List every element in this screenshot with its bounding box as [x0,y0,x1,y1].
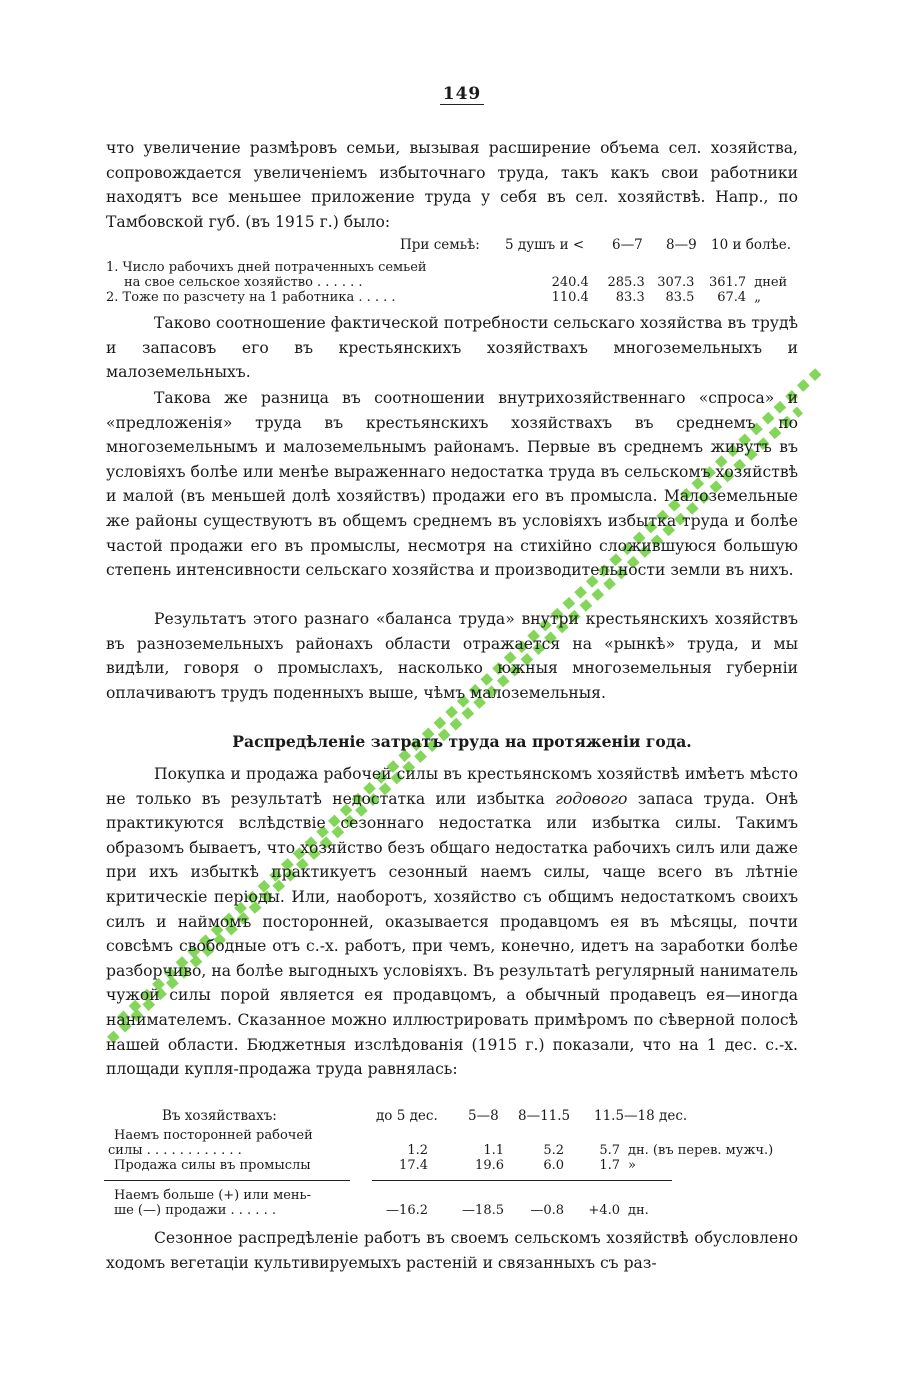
table-2-total [104,1188,804,1218]
table-row [102,275,802,290]
paragraph-5: Покупка и продажа рабочей силы въ крестьянскомъ хозяйствѣ имѣетъ мѣсто не только въ результатѣ недостатка или избытка годового запаса труда. Онѣ практикуются вслѣдствіе сезоннаго недостатка или избытка силы. Такимъ образомъ бываетъ, что хозяйство безъ общаго недостатка рабочихъ силъ или даже при ихъ избыткѣ практикуетъ сезонный наемъ силы, чаще всего въ лѣтніе критическіе періоды. Или, наоборотъ, хозяйство съ общимъ недостаткомъ своихъ силъ и наймомъ посторонней, оказывается продавцомъ ея въ мѣсяцы, почти совсѣмъ свободные отъ с.-х. работъ, при чемъ, конечно, идетъ на заработки болѣе разборчиво, на болѣе выгодныхъ условіяхъ. Въ результатѣ регулярный наниматель чужой силы порой является ея продавцомъ, а обычный продавецъ ея—иногда нанимателемъ. Сказанное можно иллюстрировать примѣромъ по сѣверной полосѣ нашей области. Бюджетныя изслѣдованія (1915 г.) показали, что на 1 дес. с.-х. площади купля-продажа труда равнялась: [106,765,798,1079]
row-label: ше (—) продажи . . . . . . [114,1203,276,1218]
table-row [104,1158,804,1173]
table2-header-col: 5—8 [468,1108,499,1124]
table-cell: 6.0 [543,1158,564,1173]
table-row [104,1128,804,1143]
table-cell: 361.7 [708,275,747,290]
table-cell: 5.2 [543,1143,564,1158]
paragraph-3: Такова же разница въ соотношении внутрихозяйственнаго «спроса» и «предложенія» труда въ крестьянскихъ хозяйствахъ въ среднемъ по многоземельнымъ и малоземельнымъ районамъ. Первые въ среднемъ живутъ въ условіяхъ болѣе или менѣе выраженнаго недостатка труда въ сельскомъ хозяйствѣ и малой (въ меньшей долѣ хозяйствъ) продажи его въ промысла. Малоземельные же районы существуютъ въ общемъ среднемъ въ условіяхъ избытка труда и болѣе частой продажи его въ промыслы, несмотря на стихійно сложившуюся большую степень интенсивности сельскаго хозяйства и производительности земли въ нихъ. [106,389,798,580]
table-cell: 1.1 [483,1143,504,1158]
table-cell: 1.7 [599,1158,620,1173]
table-1 [102,260,802,305]
table-cell: 83.5 [665,290,695,305]
table-cell: 285.3 [607,275,645,290]
table-unit: дн. [628,1203,649,1218]
paragraph-2: Таково соотношение фактической потребности сельскаго хозяйства въ трудѣ и запасовъ его въ крестьянскихъ хозяйствахъ многоземельныхъ и малоземельныхъ. [106,314,798,382]
italic-word: годового [555,789,628,808]
table1-header-label: При семьѣ: [400,237,480,253]
table-row [102,290,802,305]
table-cell: 240.4 [551,275,589,290]
table-cell: 83.3 [615,290,645,305]
table1-header-col: 5 душъ и < [505,237,585,253]
row-label: 2. Тоже по разсчету на 1 работника . . . . . [106,290,396,305]
row-label: Продажа силы въ промыслы [114,1158,311,1173]
row-label: Наемъ больше (+) или мень- [114,1188,312,1203]
table-cell: 19.6 [475,1158,504,1173]
row-label: Наемъ посторонней рабочей [114,1128,313,1143]
paragraph-6: Сезонное распредѣленіе работъ въ своемъ сельскомъ хозяйствѣ обусловлено ходомъ вегетаціи культивируемыхъ растеній и связанныхъ съ раз- [106,1229,798,1272]
table-cell: —16.2 [386,1203,428,1218]
table-cell: 5.7 [599,1143,620,1158]
row-label: 1. Число рабочихъ дней потраченныхъ семьей [106,260,427,275]
table-unit: дн. (въ перев. мужч.) [628,1143,774,1158]
table2-header-col: до 5 дес. [376,1108,438,1124]
table-row [104,1188,804,1203]
table1-header-col: 8—9 [666,237,697,253]
table-cell: +4.0 [588,1203,620,1218]
paragraph-4: Результатъ этого разнаго «баланса труда» внутри крестьянскихъ хозяйствъ въ разноземельныхъ районахъ области отражается на «рынкѣ» труда, и мы видѣли, говоря о промыслахъ, насколько южныя многоземельныя губерніи оплачиваютъ трудъ поденныхъ выше, чѣмъ малоземельныя. [106,610,798,702]
table1-header-col: 6—7 [612,237,643,253]
section-heading: Распредѣленіе затратъ труда на протяженіи года. [232,732,692,751]
table-unit: » [628,1158,636,1173]
table-row [102,260,802,275]
table-row [104,1203,804,1218]
page-number: 149 [0,84,924,104]
table-cell: —0.8 [530,1203,564,1218]
table2-header-col: 8—11.5 [518,1108,571,1124]
row-label: на свое сельское хозяйство . . . . . . [124,275,363,290]
table2-rule-left [104,1180,350,1181]
paragraph-1: что увеличение размѣровъ семьи, вызывая расширение объема сел. хозяйства, сопровождается увеличеніемъ избыточнаго труда, такъ какъ свои работники находятъ все меньшее приложение труда у себя въ сел. хозяйствѣ. Напр., по Тамбовской губ. (въ 1915 г.) было: [106,139,798,231]
table-cell: —18.5 [462,1203,504,1218]
table-unit: „ [754,290,761,305]
table-cell: 307.3 [657,275,695,290]
table-cell: 1.2 [407,1143,428,1158]
table2-header-col: 11.5—18 дес. [594,1108,688,1124]
table-cell: 17.4 [399,1158,428,1173]
table-cell: 110.4 [551,290,589,305]
table-row [104,1143,804,1158]
table-unit: дней [754,275,788,290]
table2-rule-right [372,1180,672,1181]
table1-header-col: 10 и болѣе. [711,237,792,253]
table2-header-label: Въ хозяйствахъ: [162,1108,277,1124]
row-label: силы . . . . . . . . . . . . [108,1143,242,1158]
table-cell: 67.4 [717,290,747,305]
table-2 [104,1128,804,1173]
